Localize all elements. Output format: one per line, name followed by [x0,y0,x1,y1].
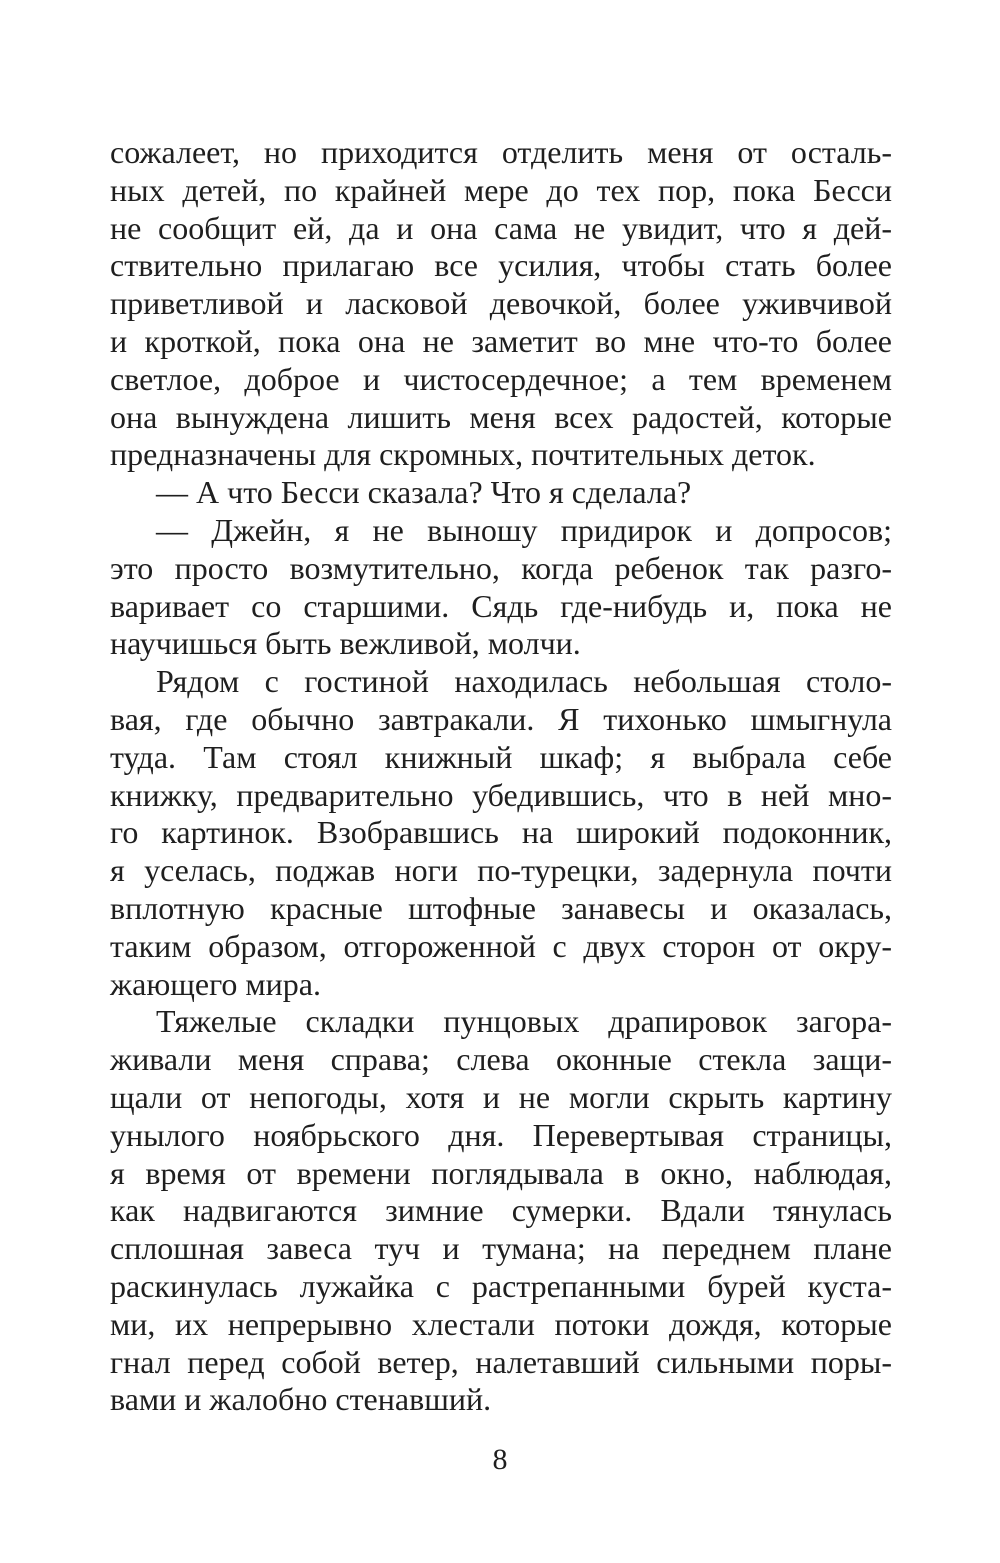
text-line: жающего мира. [110,965,321,1002]
text-line: и кроткой, пока она не заметит во мне что-то более [110,322,892,359]
text-line: Рядом с гостиной находилась небольшая столо- [156,663,892,700]
paragraph [110,474,892,512]
text-line: ми, их непрерывно хлестали потоки дождя, которые [110,1305,892,1342]
text-line: таким образом, отгороженной с двух сторон от окру- [110,927,892,964]
text-line: сожалеет, но приходится отделить меня от осталь- [110,134,892,170]
text-line: научишься быть вежливой, молчи. [110,625,581,662]
text-line: — А что Бесси сказала? Что я сделала? [156,474,692,511]
text-line: сплошная завеса туч и тумана; на переднем плане [110,1230,892,1267]
text-line: ных детей, по крайней мере до тех пор, пока Бесси [110,171,892,208]
page-number: 8 [492,1443,508,1476]
text-line: я уселась, поджав ноги по-турецки, задернула почти [110,852,892,889]
text-line: ствительно прилагаю все усилия, чтобы стать более [110,247,892,284]
paragraph [110,1003,892,1419]
text-line: не сообщит ей, да и она сама не увидит, что я дей- [110,209,892,246]
text-line: щали от непогоды, хотя и не могли скрыть картину [110,1078,892,1115]
text-line: как надвигаются зимние сумерки. Вдали тянулась [110,1192,892,1229]
text-line: живали меня справа; слева оконные стекла защи- [110,1041,892,1078]
text-line: я время от времени поглядывала в окно, наблюдая, [110,1154,892,1191]
body-text [110,134,892,1419]
text-line: Тяжелые складки пунцовых драпировок загора- [156,1003,892,1040]
text-line: го картинок. Взобравшись на широкий подоконник, [110,814,892,851]
text-line: — Джейн, я не выношу придирок и допросов; [156,511,892,548]
paragraph [110,134,892,474]
text-line: предназначены для скромных, почтительных деток. [110,436,816,473]
text-line: она вынуждена лишить меня всех радостей, которые [110,398,892,435]
text-line: варивает со старшими. Сядь где-нибудь и, пока не [110,587,892,624]
text-line: вами и жалобно стенавший. [110,1381,492,1418]
text-line: приветливой и ласковой девочкой, более уживчивой [110,285,892,322]
text-line: раскинулась лужайка с растрепанными бурей куста- [110,1267,892,1304]
text-line: туда. Там стоял книжный шкаф; я выбрала себе [110,738,892,775]
paragraph [110,512,892,663]
text-line: светлое, доброе и чистосердечное; а тем временем [110,360,892,397]
text-line: вая, где обычно завтракали. Я тихонько шмыгнула [110,700,892,737]
text-line: книжку, предварительно убедившись, что в ней мно- [110,776,892,813]
text-line: гнал перед собой ветер, налетавший сильными поры- [110,1343,892,1380]
text-line: унылого ноябрьского дня. Перевертывая страницы, [110,1116,892,1153]
paragraph [110,663,892,1003]
text-line: вплотную красные штофные занавесы и оказалась, [110,889,892,926]
text-line: это просто возмутительно, когда ребенок так разго- [110,549,892,586]
